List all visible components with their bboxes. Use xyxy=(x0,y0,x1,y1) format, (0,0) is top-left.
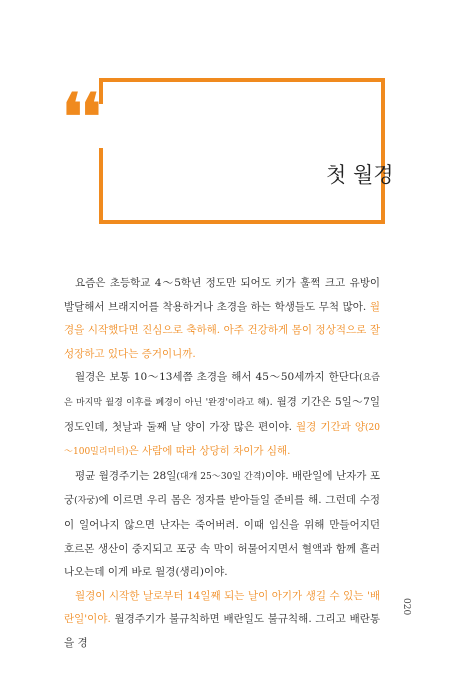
highlight-segment: 월경 기간과 양 xyxy=(296,420,366,433)
paragraph-1 xyxy=(64,272,380,366)
highlight-segment: 월경을 시작했다면 진심으로 축하해. 아주 건강하게 몸이 정상적으로 잘 성장하고 있다는 증거이니까. xyxy=(64,300,380,360)
small-note: (요즘은 마지막 월경 이후를 폐경이 아닌 '완경'이라고 해) xyxy=(64,373,380,408)
highlight-segment: 은 사람에 따라 상당히 차이가 심해. xyxy=(128,445,291,458)
text-segment: 월경은 보통 10～13세쯤 초경을 해서 45～50세까지 한단다 xyxy=(75,371,360,384)
text-segment: 이야. 배란일에 난자가 포궁 xyxy=(64,469,381,507)
paragraph-2 xyxy=(64,366,380,464)
page-number: 020 xyxy=(401,598,411,616)
paragraph-3 xyxy=(64,465,380,585)
text-segment: 평균 월경주기는 28일 xyxy=(75,469,177,482)
chapter-title: 첫 월경 xyxy=(326,163,394,187)
highlight-small-note: (20～100밀리미터) xyxy=(64,422,380,458)
quote-mark-icon: ❛❛ xyxy=(62,80,100,155)
text-segment: . 월경 기간은 5일～7일 정도인데, 첫날과 둘째 날 양이 가장 많은 편이야. xyxy=(64,395,380,433)
paragraph-4 xyxy=(64,585,380,656)
text-segment: 요즘은 초등학교 4～5학년 정도만 되어도 키가 훌쩍 크고 유방이 발달해서 브래지어를 착용하거나 초경을 하는 학생들도 무척 많아. xyxy=(64,277,380,313)
text-segment: 월경주기가 불규칙하면 배란일도 불규칙해. 그리고 배란통을 경 xyxy=(64,613,380,649)
highlight-segment: 월경이 시작한 날로부터 14일째 되는 날이 아기가 생길 수 있는 '배란일'이야. xyxy=(64,589,380,626)
chapter-frame xyxy=(99,78,385,224)
small-note: (대개 25～30일 간격) xyxy=(176,471,265,482)
small-note: (자궁) xyxy=(74,496,99,507)
body-text xyxy=(64,272,380,656)
text-segment: 에 이르면 우리 몸은 정자를 받아들일 준비를 해. 그런데 수정이 일어나지 않으면 난자는 죽어버려. 이때 임신을 위해 만들어지던 호르몬 생산이 중지되고 포궁 속 막이 허물어지면서 혈액과 함께 흘러나오는데 이게 바로 월경(생리)이야. xyxy=(64,494,380,579)
